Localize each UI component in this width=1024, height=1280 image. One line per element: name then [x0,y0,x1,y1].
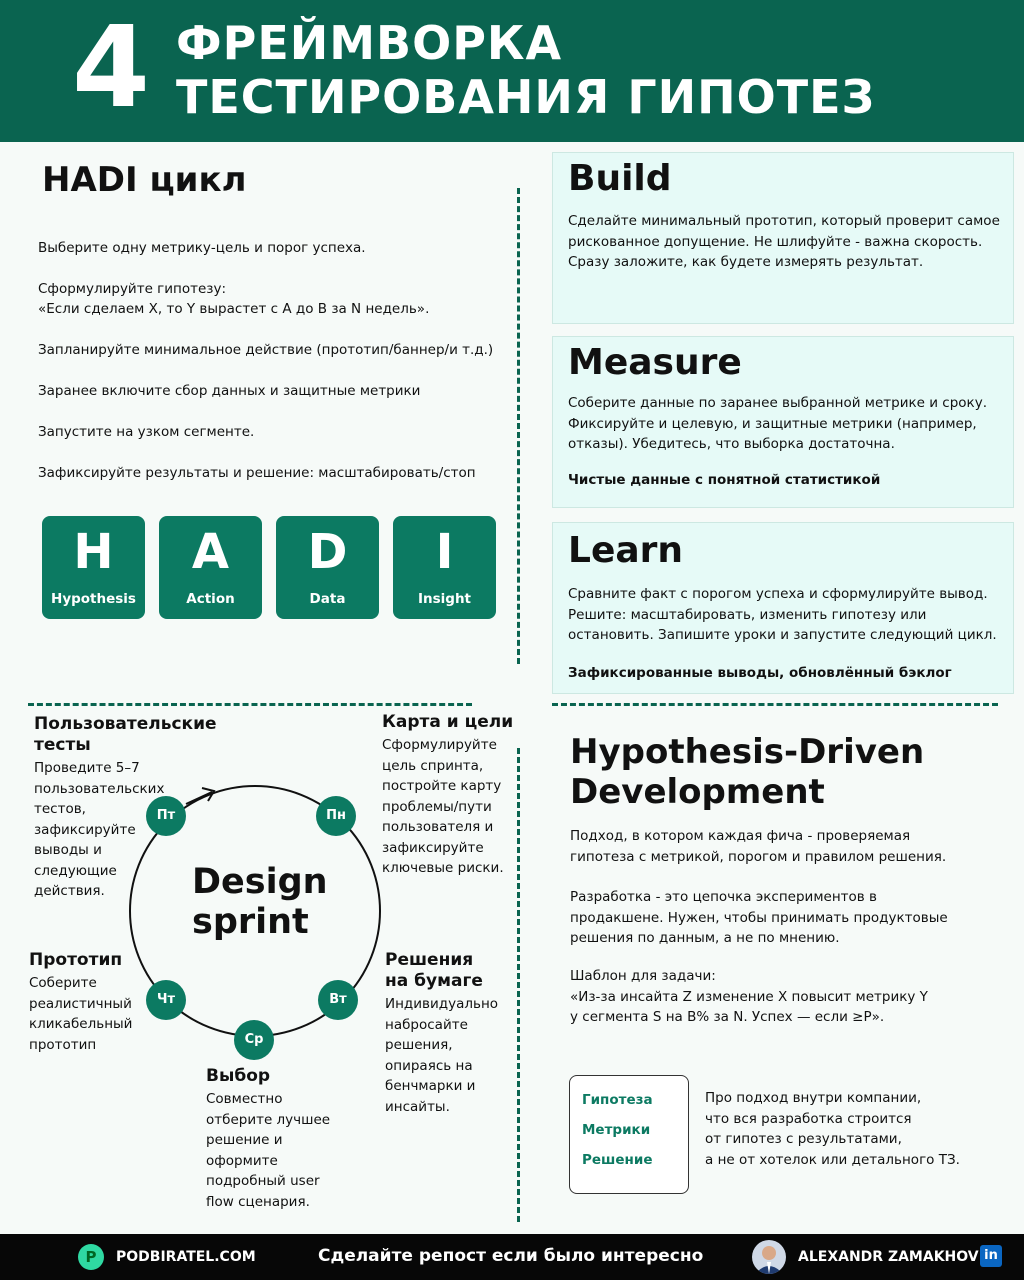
sprint-block-body: Сформулируйте цель спринта, постройте карту проблемы/пути пользователя и зафиксируйте ключевые риски. [382,737,504,876]
chip-decision: Решение [582,1152,653,1168]
tile-word: Action [186,591,235,607]
hadi-step: Сформулируйте гипотезу: «Если сделаем X, то Y вырастет с A до B за N недель». [38,281,430,317]
header-banner [0,0,1024,142]
hdd-paragraph: Разработка - это цепочка экспериментов в продакшене. Нужен, чтобы принимать продуктовые решения по данным, а не по мнению. [570,889,948,946]
hadi-step: Выберите одну метрику-цель и порог успеха. [38,240,366,256]
tile-insight [393,516,496,619]
sprint-block-sketch [385,950,515,1117]
linkedin-icon[interactable]: in [980,1245,1002,1267]
sprint-block-choice [206,1066,346,1212]
header-number: 4 [72,3,150,133]
hdd-paragraph: Подход, в котором каждая фича - проверяемая гипотеза с метрикой, порогом и правилом решения. [570,828,947,865]
tile-letter: D [307,524,348,580]
sprint-block-map [382,712,518,879]
hadi-step: Заранее включите сбор данных и защитные метрики [38,383,421,399]
sprint-block-tests [34,714,234,902]
footer-bar [0,1234,1024,1280]
hdd-note: Про подход внутри компании, что вся разработка строится от гипотез с результатами, а не от хотелок или детального ТЗ. [705,1090,960,1168]
hadi-step: Запланируйте минимальное действие (прототип/баннер/и т.д.) [38,342,494,358]
day-node-thu: Чт [146,980,186,1020]
card-body: Сравните факт с порогом успеха и сформулируйте вывод. Решите: масштабировать, изменить гипотезу или остановить. Запишите уроки и запустите следующий цикл. [568,586,997,643]
card-body: Соберите данные по заранее выбранной метрике и сроку. Фиксируйте и целевую, и защитные метрики (например, отказы). Убедитесь, что выборка достаточна. [568,395,987,452]
sprint-block-heading: Прототип [29,950,123,970]
card-title: Measure [568,342,742,383]
hdd-title: Hypothesis-Driven Development [570,732,925,812]
sprint-block-prototype [29,950,139,1055]
sprint-block-heading: Пользовательские тесты [34,714,217,755]
card-title: Build [568,158,672,199]
person-icon [752,1240,786,1274]
sprint-block-heading: Выбор [206,1066,271,1086]
hadi-tiles [42,516,496,619]
hdd-chips-box [569,1075,689,1194]
day-node-wed: Ср [234,1020,274,1060]
sprint-block-body: Проведите 5–7 пользовательских тестов, зафиксируйте выводы и следующие действия. [34,760,165,899]
design-sprint-title: Design sprint [192,862,328,942]
card-measure [552,336,1014,508]
hdd-template: Шаблон для задачи: «Из-за инсайта Z изменение X повысит метрику Y у сегмента S на B% за N. Успех — если ≥P». [570,968,928,1025]
header-title-line2: ТЕСТИРОВАНИЯ ГИПОТЕЗ [176,70,876,124]
hadi-step: Запустите на узком сегменте. [38,424,255,440]
tile-letter: H [73,524,114,580]
sprint-block-heading: Карта и цели [382,712,514,732]
avatar [752,1240,786,1274]
author-name: ALEXANDR ZAMAKHOV [798,1249,979,1265]
tile-hypothesis [42,516,145,619]
card-summary: Зафиксированные выводы, обновлённый бэклог [568,665,952,681]
repost-cta: Сделайте репост если было интересно [318,1246,704,1266]
tile-action [159,516,262,619]
chip-metrics: Метрики [582,1122,651,1138]
chip-hypothesis: Гипотеза [582,1092,653,1108]
card-title: Learn [568,530,684,571]
tile-word: Data [309,591,346,607]
divider-horizontal-right [552,703,998,706]
tile-letter: A [191,524,230,580]
hadi-step: Зафиксируйте результаты и решение: масштабировать/стоп [38,465,476,481]
podbiratel-logo-icon: P [78,1244,104,1270]
hadi-steps [38,238,518,504]
tile-word: Insight [417,591,472,607]
tile-data [276,516,379,619]
day-node-tue: Вт [318,980,358,1020]
day-node-fri: Пт [146,796,186,836]
tile-letter: I [435,524,454,580]
sprint-block-heading: Решения на бумаге [385,950,483,991]
divider-vertical-top [517,188,520,664]
hadi-title: HADI цикл [42,160,247,200]
card-body: Сделайте минимальный прототип, который проверит самое рискованное допущение. Не шлифуйте - важна скорость. Сразу заложите, как будете измерять результат. [568,213,1000,270]
sprint-block-body: Совместно отберите лучшее решение и оформите подробный user flow сценария. [206,1091,331,1210]
site-link[interactable]: PODBIRATEL.COM [116,1249,256,1265]
card-learn [552,522,1014,694]
tile-word: Hypothesis [51,591,136,607]
header-title-line1: ФРЕЙМВОРКА [176,16,563,70]
card-build [552,152,1014,324]
card-summary: Чистые данные с понятной статистикой [568,472,881,488]
divider-horizontal-left [28,703,472,706]
sprint-block-body: Индивидуально набросайте решения, опираясь на бенчмарки и инсайты. [385,996,499,1115]
sprint-block-body: Соберите реалистичный кликабельный прототип [29,975,133,1053]
day-node-mon: Пн [316,796,356,836]
